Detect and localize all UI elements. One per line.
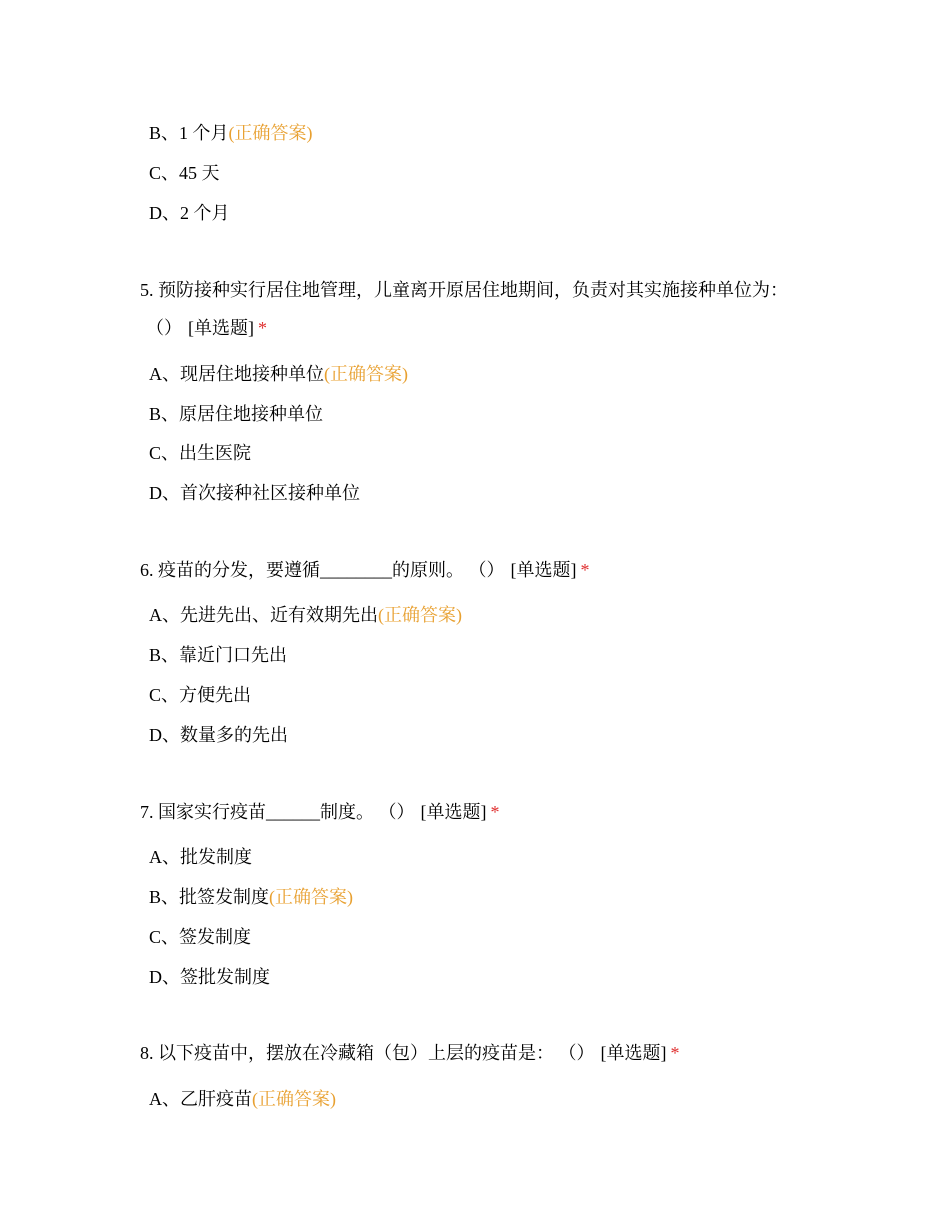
question-text-content: 8. 以下疫苗中，摆放在冷藏箱（包）上层的疫苗是： （） <box>140 1043 595 1063</box>
question-text-content: 7. 国家实行疫苗______制度。 （） <box>140 802 415 822</box>
option-a <box>149 362 408 386</box>
required-mark: * <box>490 802 500 822</box>
question-text <box>140 278 788 302</box>
option-label: D、签批发制度 <box>149 967 270 987</box>
option-label: B、靠近门口先出 <box>149 645 288 665</box>
question-text <box>140 558 590 582</box>
option-a <box>149 1087 336 1111</box>
question-type: [单选题] <box>510 560 577 580</box>
question-text-line1: 5. 预防接种实行居住地管理，儿童离开原居住地期间，负责对其实施接种单位为： <box>140 280 788 300</box>
option-c <box>149 441 251 465</box>
option-b <box>149 885 353 909</box>
option-label: C、45 天 <box>149 163 220 183</box>
required-mark: * <box>670 1043 680 1063</box>
question-text <box>140 1041 680 1065</box>
option-c <box>149 161 220 185</box>
option-label: A、现居住地接种单位 <box>149 364 324 384</box>
option-label: C、方便先出 <box>149 685 252 705</box>
question-type: [单选题] <box>188 318 254 338</box>
option-label: D、2 个月 <box>149 203 230 223</box>
option-label: A、批发制度 <box>149 847 252 867</box>
option-d <box>149 201 230 225</box>
option-b <box>149 643 287 667</box>
option-d <box>149 965 270 989</box>
option-label: D、数量多的先出 <box>149 725 288 745</box>
correct-answer-tag: (正确答案) <box>324 364 408 384</box>
question-text-continued <box>146 316 267 340</box>
required-mark: * <box>580 560 590 580</box>
option-b <box>149 402 323 426</box>
option-label: D、首次接种社区接种单位 <box>149 483 360 503</box>
option-d <box>149 723 288 747</box>
option-label: B、批签发制度 <box>149 887 270 907</box>
required-mark: * <box>258 318 267 338</box>
question-text-content: 6. 疫苗的分发，要遵循________的原则。 （） <box>140 560 505 580</box>
option-label: C、出生医院 <box>149 443 252 463</box>
option-a <box>149 845 252 869</box>
option-c <box>149 683 251 707</box>
option-label: B、原居住地接种单位 <box>149 404 324 424</box>
option-d <box>149 481 360 505</box>
question-type: [单选题] <box>600 1043 667 1063</box>
correct-answer-tag: (正确答案) <box>252 1089 336 1109</box>
option-label: B、1 个月 <box>149 123 229 143</box>
question-type: [单选题] <box>420 802 487 822</box>
question-text <box>140 800 500 824</box>
question-text-line2: （） <box>146 318 182 338</box>
option-label: A、乙肝疫苗 <box>149 1089 252 1109</box>
option-label: A、先进先出、近有效期先出 <box>149 605 378 625</box>
option-b <box>149 121 313 145</box>
correct-answer-tag: (正确答案) <box>378 605 462 625</box>
option-label: C、签发制度 <box>149 927 252 947</box>
option-c <box>149 925 251 949</box>
correct-answer-tag: (正确答案) <box>269 887 354 907</box>
option-a <box>149 603 462 627</box>
correct-answer-tag: (正确答案) <box>228 123 313 143</box>
